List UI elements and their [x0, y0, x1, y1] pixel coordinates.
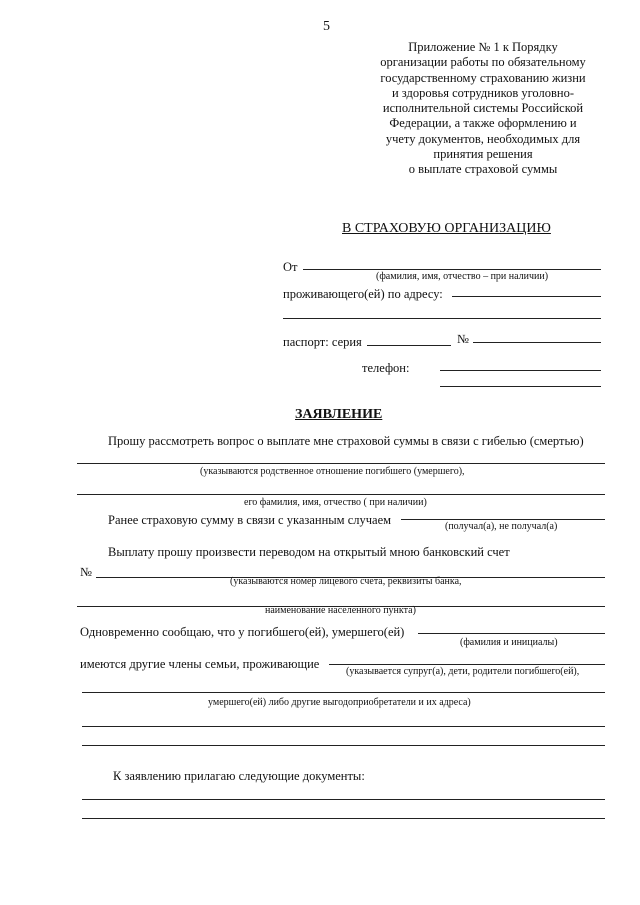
- passport-number-label: №: [457, 332, 469, 346]
- phone-label: телефон:: [362, 361, 410, 375]
- appendix-line: принятия решения: [433, 147, 533, 162]
- from-name-field[interactable]: [303, 269, 601, 270]
- addressee-heading: В СТРАХОВУЮ ОРГАНИЗАЦИЮ: [342, 221, 551, 236]
- appendix-line: организации работы по обязательному: [380, 55, 586, 70]
- account-number-label: №: [80, 565, 92, 579]
- locality-hint: наименование населенного пункта): [265, 605, 416, 616]
- appendix-line: о выплате страховой суммы: [408, 162, 558, 177]
- attachments-field-line-2[interactable]: [82, 818, 605, 819]
- spouse-hint: (указывается супруг(а), дети, родители погибшего(ей),: [346, 666, 580, 677]
- passport-number-field[interactable]: [473, 342, 601, 343]
- beneficiaries-field[interactable]: [82, 692, 605, 693]
- earlier-received-text: Ранее страховую сумму в связи с указанным случаем: [108, 513, 392, 527]
- deceased-name-field[interactable]: [77, 494, 605, 495]
- appendix-line: Приложение № 1 к Порядку: [408, 40, 558, 54]
- appendix-line: исполнительной системы Российской: [382, 101, 584, 116]
- phone-field[interactable]: [440, 370, 601, 371]
- account-hint: (указываются номер лицевого счета, реквизиты банка,: [230, 576, 462, 587]
- address-field[interactable]: [452, 296, 601, 297]
- appendix-note: [368, 40, 598, 178]
- name-hint: его фамилия, имя, отчество ( при наличии): [244, 497, 427, 508]
- from-hint: (фамилия, имя, отчество – при наличии): [376, 271, 549, 282]
- passport-series-field[interactable]: [367, 345, 451, 346]
- appendix-line: Федерации, а также оформлению и: [389, 116, 577, 131]
- appendix-line: государственному страхованию жизни: [380, 70, 586, 85]
- appendix-line: учету документов, необходимых для: [385, 131, 581, 146]
- address-label: проживающего(ей) по адресу:: [283, 287, 443, 301]
- beneficiaries-field-line-2[interactable]: [82, 726, 605, 727]
- appendix-line: и здоровья сотрудников уголовно-: [391, 85, 574, 100]
- relation-field[interactable]: [77, 463, 605, 464]
- initials-hint: (фамилия и инициалы): [460, 637, 558, 648]
- relation-hint: (указываются родственное отношение погибшего (умершего),: [200, 466, 465, 477]
- from-label: От: [283, 260, 298, 274]
- earlier-received-field[interactable]: [401, 519, 605, 520]
- phone-field-line-2[interactable]: [440, 386, 601, 387]
- address-field-line-2[interactable]: [283, 318, 601, 319]
- transfer-text: Выплату прошу произвести переводом на открытый мною банковский счет: [108, 545, 510, 559]
- beneficiaries-hint: умершего(ей) либо другие выгодоприобретатели и их адреса): [208, 697, 471, 708]
- beneficiaries-field-line-3[interactable]: [82, 745, 605, 746]
- request-text: Прошу рассмотреть вопрос о выплате мне страховой суммы в связи с гибелью (смертью): [108, 434, 584, 448]
- family-member-initials-field[interactable]: [418, 633, 605, 634]
- attachments-field[interactable]: [82, 799, 605, 800]
- family-members-text: имеются другие члены семьи, проживающие: [80, 657, 320, 671]
- statement-title: ЗАЯВЛЕНИЕ: [295, 407, 383, 422]
- family-members-field[interactable]: [329, 664, 605, 665]
- passport-series-label: паспорт: серия: [283, 335, 362, 349]
- received-hint: (получал(а), не получал(а): [445, 521, 558, 532]
- page-number: 5: [323, 19, 330, 34]
- inform-text: Одновременно сообщаю, что у погибшего(ей), умершего(ей): [80, 625, 405, 639]
- attachments-text: К заявлению прилагаю следующие документы:: [113, 769, 365, 783]
